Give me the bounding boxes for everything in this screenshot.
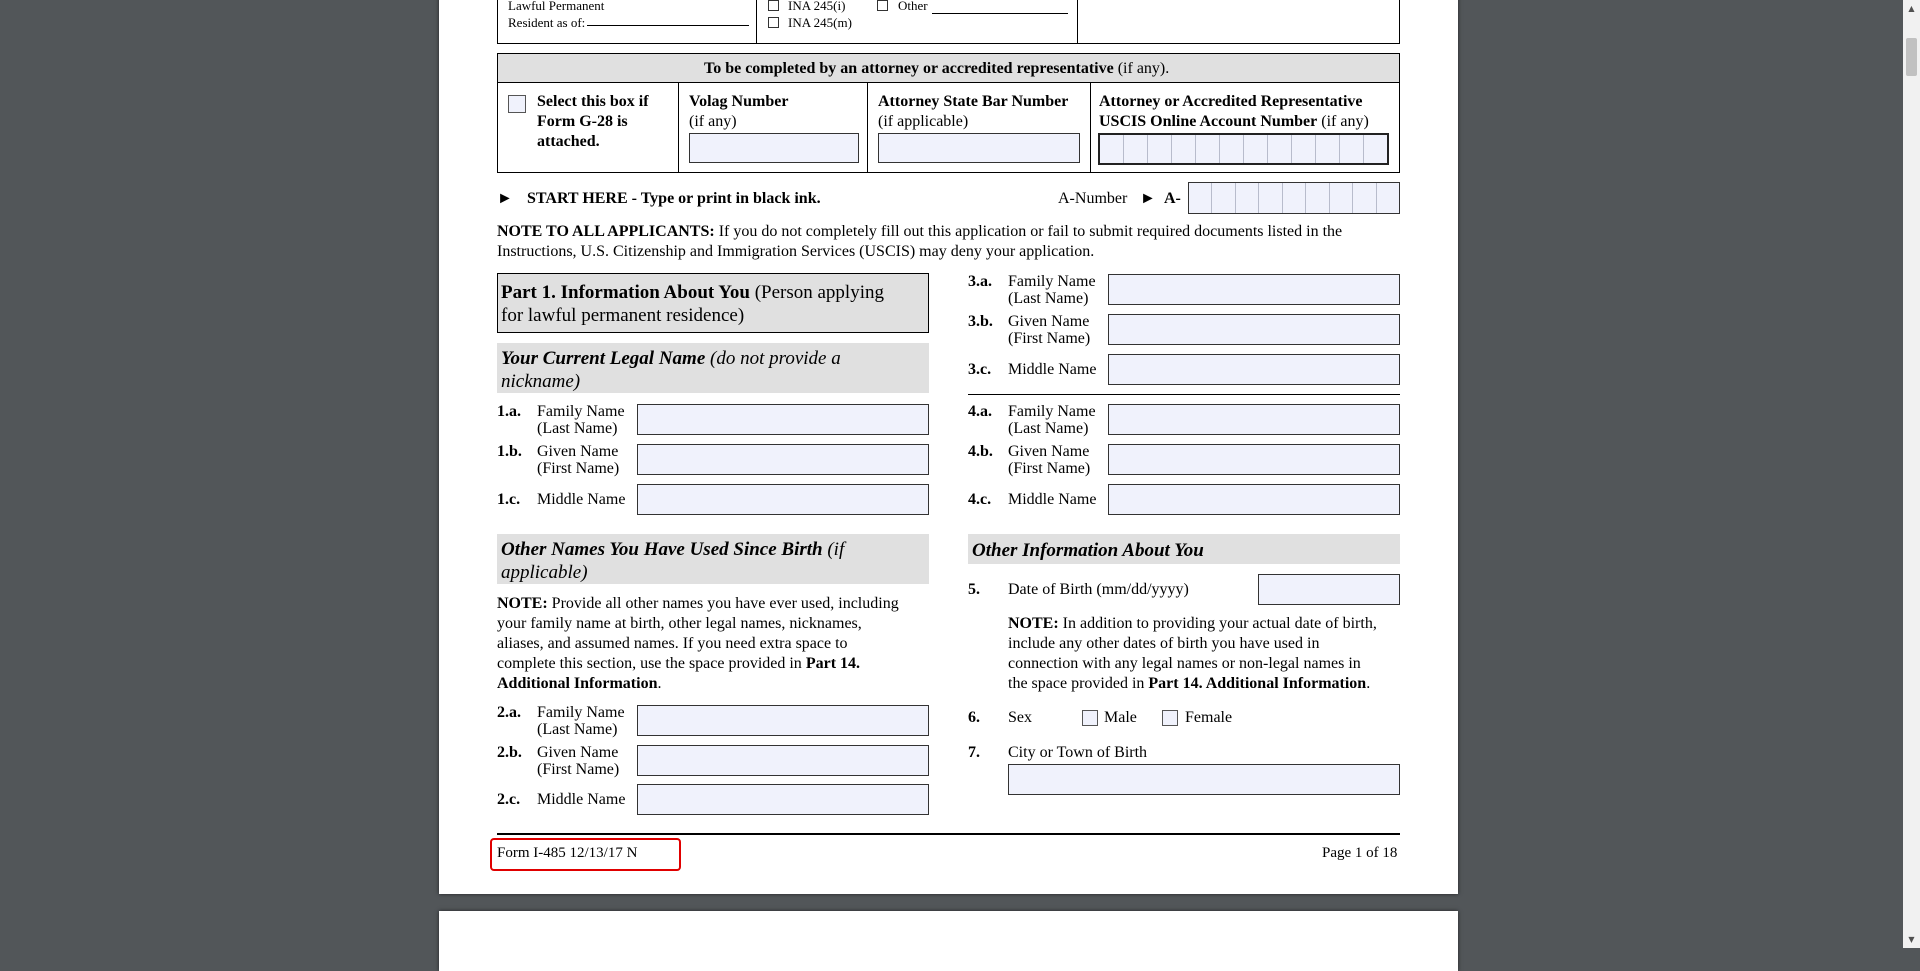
other-checkbox[interactable]: [877, 0, 888, 11]
a-number-arrow: ►: [1140, 190, 1156, 207]
num-4b: 4.b.: [968, 443, 993, 460]
given-name-1b-field[interactable]: [637, 444, 929, 475]
middle-name-1c-field[interactable]: [637, 484, 929, 515]
scroll-thumb[interactable]: [1906, 38, 1917, 76]
sex-label: Sex: [1008, 709, 1032, 726]
uscis-account-label-sub: (if any): [1317, 113, 1369, 130]
legal-name-heading-2: nickname): [501, 371, 581, 392]
num-6: 6.: [968, 709, 980, 726]
label-1c-middle: Middle Name: [537, 491, 626, 508]
num-1b: 1.b.: [497, 443, 522, 460]
other-names-note-5: [497, 674, 929, 694]
part1-title-2: for lawful permanent residence): [501, 305, 745, 326]
lpr-label-1: Lawful Permanent: [508, 0, 605, 13]
attorney-col-div-1: [678, 82, 679, 173]
label-2b-given: Given Name: [537, 744, 619, 761]
g28-label-1: Select this box if: [537, 93, 649, 110]
num-2a: 2.a.: [497, 704, 521, 721]
a-number-label: A-Number: [1058, 190, 1128, 207]
date-of-birth-field[interactable]: [1258, 574, 1400, 605]
label-4b-first: (First Name): [1008, 460, 1091, 477]
label-1b-given: Given Name: [537, 443, 619, 460]
dob-note-l4-bold: Part 14. Additional Information: [1148, 675, 1367, 692]
other-names-note-l4-bold: Part 14.: [805, 655, 861, 672]
volag-label: Volag Number: [689, 93, 789, 110]
dob-note-l3: connection with any legal names or non-legal names in: [1008, 655, 1361, 672]
top-box-divider-1: [756, 0, 757, 43]
num-3b: 3.b.: [968, 313, 993, 330]
volag-sub: (if any): [689, 113, 737, 130]
g28-label-2: Form G-28 is: [537, 113, 628, 130]
given-name-2b-field[interactable]: [637, 745, 929, 776]
num-2b: 2.b.: [497, 744, 522, 761]
other-info-heading: Other Information About You: [972, 540, 1204, 561]
uscis-account-field[interactable]: [1098, 133, 1389, 165]
form-id: Form I-485 12/13/17 N: [497, 845, 638, 861]
num-3c: 3.c.: [968, 361, 992, 378]
family-name-4a-field[interactable]: [1108, 404, 1400, 435]
part1-title-bold: Part 1. Information About You: [501, 282, 750, 303]
given-name-4b-field[interactable]: [1108, 444, 1400, 475]
num-3a: 3.a.: [968, 273, 992, 290]
label-2a-family: Family Name: [537, 704, 625, 721]
other-names-heading-2: applicable): [501, 562, 588, 583]
start-here-arrow: ►: [497, 190, 513, 207]
middle-name-2c-field[interactable]: [637, 784, 929, 815]
dob-note-l1: In addition to providing your actual date of birth,: [1058, 615, 1377, 632]
ina-245m-label: INA 245(m): [788, 15, 852, 30]
num-5: 5.: [968, 581, 980, 598]
family-name-3a-field[interactable]: [1108, 274, 1400, 305]
attorney-col-div-2: [867, 82, 868, 173]
other-names-note: [497, 594, 929, 694]
dob-note-1: [1008, 614, 1400, 634]
label-3b-first: (First Name): [1008, 330, 1091, 347]
top-box-bottom: [497, 43, 1400, 44]
top-box-divider-2: [1077, 0, 1078, 43]
dob-note-bold: NOTE:: [1008, 615, 1059, 632]
city-of-birth-field[interactable]: [1008, 764, 1400, 795]
note-all-text-2: Instructions, U.S. Citizenship and Immigration Services (USCIS) may deny your application.: [497, 243, 1095, 260]
note-all-bold: NOTE TO ALL APPLICANTS:: [497, 223, 715, 240]
label-4c-middle: Middle Name: [1008, 491, 1097, 508]
label-1a-last: (Last Name): [537, 420, 618, 437]
start-here-text: START HERE - Type or print in black ink.: [527, 190, 821, 207]
g28-checkbox[interactable]: [508, 95, 526, 113]
attorney-header-bold: To be completed by an attorney or accredited representative: [704, 60, 1114, 77]
label-1a-family: Family Name: [537, 403, 625, 420]
bar-number-label: Attorney State Bar Number: [878, 93, 1069, 110]
other-names-heading-1: [501, 539, 844, 561]
scroll-up-icon[interactable]: ▲: [1908, 4, 1915, 13]
label-3a-family: Family Name: [1008, 273, 1096, 290]
top-box-right: [1399, 0, 1400, 43]
dob-note-l4-end: .: [1366, 675, 1371, 692]
middle-name-3c-field[interactable]: [1108, 354, 1400, 385]
label-3c-middle: Middle Name: [1008, 361, 1097, 378]
vertical-scrollbar[interactable]: [1903, 0, 1920, 948]
note-all-text-1: If you do not completely fill out this application or fail to submit required documents listed in the: [714, 223, 1343, 240]
sex-female-label: Female: [1185, 709, 1233, 726]
uscis-account-label-1: Attorney or Accredited Representative: [1099, 93, 1363, 110]
footer-rule: [497, 833, 1400, 835]
bar-number-field[interactable]: [878, 133, 1080, 163]
attorney-col-div-3: [1090, 82, 1091, 173]
num-7: 7.: [968, 744, 980, 761]
attorney-header-divider: [497, 82, 1400, 83]
label-4a-family: Family Name: [1008, 403, 1096, 420]
attorney-header-normal: (if any).: [1113, 60, 1170, 77]
other-names-note-bold: NOTE:: [497, 595, 548, 612]
page-number: Page 1 of 18: [1322, 845, 1398, 861]
dob-label: Date of Birth (mm/dd/yyyy): [1008, 581, 1189, 598]
num-1c: 1.c.: [497, 491, 521, 508]
dob-note-l4: the space provided in: [1008, 675, 1149, 692]
note-all-line-1: [497, 222, 1400, 242]
note-all-applicants: [497, 222, 1400, 262]
form-page-2: [439, 911, 1458, 971]
part1-title-normal: (Person applying: [749, 282, 884, 303]
other-names-note-l4: complete this section, use the space provided in: [497, 655, 806, 672]
family-name-1a-field[interactable]: [637, 404, 929, 435]
ina-245i-label: INA 245(i): [788, 0, 846, 13]
given-name-3b-field[interactable]: [1108, 314, 1400, 345]
g28-label-3: attached.: [537, 133, 600, 150]
other-names-note-l5-end: .: [657, 675, 662, 692]
other-label: Other: [898, 0, 928, 13]
uscis-account-label-bold: USCIS Online Account Number: [1099, 113, 1318, 130]
a-number-field[interactable]: [1188, 182, 1400, 214]
label-3a-last: (Last Name): [1008, 290, 1089, 307]
label-4a-last: (Last Name): [1008, 420, 1089, 437]
sex-female-checkbox[interactable]: [1162, 710, 1178, 726]
top-box-left: [497, 0, 498, 43]
legal-name-heading-bold: Your Current Legal Name: [501, 348, 706, 369]
form-page-1: [439, 0, 1458, 894]
legal-name-heading-normal: (do not provide a: [705, 348, 841, 369]
other-names-note-4: [497, 654, 929, 674]
lpr-label-2: Resident as of:: [508, 15, 586, 30]
other-names-heading-bold: Other Names You Have Used Since Birth: [501, 539, 823, 560]
other-line: [932, 13, 1068, 14]
other-names-note-l2: your family name at birth, other legal names, nicknames,: [497, 615, 862, 632]
middle-name-4c-field[interactable]: [1108, 484, 1400, 515]
other-names-note-l1: Provide all other names you have ever used, including: [547, 595, 899, 612]
ina-245i-checkbox[interactable]: [768, 0, 779, 11]
volag-number-field[interactable]: [689, 133, 859, 163]
label-2c-middle: Middle Name: [537, 791, 626, 808]
label-2b-first: (First Name): [537, 761, 620, 778]
lpr-date-line: [587, 25, 749, 26]
attorney-header: [704, 60, 1169, 77]
sex-male-label: Male: [1104, 709, 1137, 726]
other-names-note-l3: aliases, and assumed names. If you need extra space to: [497, 635, 848, 652]
legal-name-heading-1: [501, 348, 841, 370]
city-of-birth-label: City or Town of Birth: [1008, 744, 1148, 761]
label-2a-last: (Last Name): [537, 721, 618, 738]
a-number-prefix: A-: [1164, 190, 1181, 207]
scroll-down-icon[interactable]: ▼: [1908, 935, 1915, 944]
num-4a: 4.a.: [968, 403, 992, 420]
num-1a: 1.a.: [497, 403, 521, 420]
other-names-heading-normal: (if: [822, 539, 845, 560]
family-name-2a-field[interactable]: [637, 705, 929, 736]
sex-male-checkbox[interactable]: [1082, 710, 1098, 726]
other-names-note-1: [497, 594, 929, 614]
right-col-divider: [968, 394, 1400, 395]
other-names-note-l5-bold: Additional Information: [497, 675, 658, 692]
part1-title-1: [501, 282, 884, 304]
label-3b-given: Given Name: [1008, 313, 1090, 330]
dob-note-4: [1008, 674, 1400, 694]
form-id-highlight: [490, 838, 681, 871]
ina-245m-checkbox[interactable]: [768, 17, 779, 28]
num-2c: 2.c.: [497, 791, 521, 808]
dob-note: [1008, 614, 1400, 694]
num-4c: 4.c.: [968, 491, 992, 508]
uscis-account-label-2: [1099, 113, 1369, 130]
label-1b-first: (First Name): [537, 460, 620, 477]
label-4b-given: Given Name: [1008, 443, 1090, 460]
bar-number-sub: (if applicable): [878, 113, 969, 130]
dob-note-l2: include any other dates of birth you have used in: [1008, 635, 1320, 652]
